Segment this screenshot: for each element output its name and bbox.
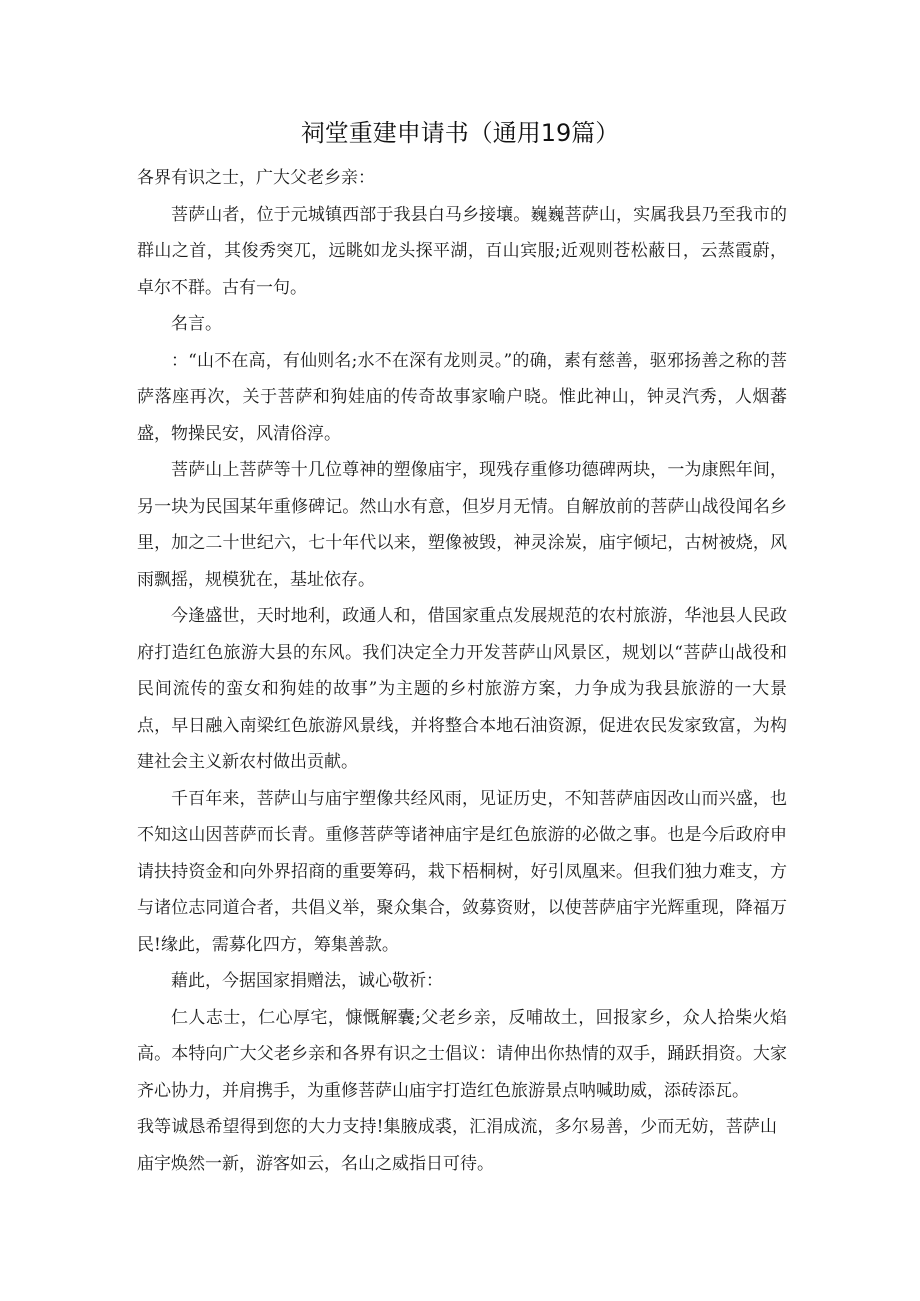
document-body [137, 160, 787, 1182]
paragraph-appeal: 藉此，今据国家捐赠法，诚心敬祈： [171, 971, 443, 991]
paragraph-quote: ：“山不在高，有仙则名;水不在深有龙则灵。”的确，素有慈善，驱邪扬善之称的菩萨落座再次，关于菩萨和狗娃庙的传奇故事家喻户晓。惟此神山，钟灵汽秀，人烟蕃盛，物操民安，风清俗淳。 [137, 350, 787, 444]
document-title: 祠堂重建申请书（通用19篇） [300, 119, 620, 147]
paragraph-call: 仁人志士，仁心厚宅，慷慨解囊;父老乡亲，反哺故土，回报家乡，众人拾柴火焰高。本特向广大父老乡亲和各界有识之士倡议：请伸出你热情的双手，踊跃捐资。大家齐心协力，并肩携手，为重修菩萨山庙宇打造红色旅游景点呐喊助威，添砖添瓦。 [137, 1007, 787, 1101]
paragraph-saying: 名言。 [171, 314, 222, 334]
paragraph-reason: 千百年来，菩萨山与庙宇塑像共经风雨，见证历史，不知菩萨庙因改山而兴盛，也不知这山因菩萨而长青。重修菩萨等诸神庙宇是红色旅游的必做之事。也是今后政府申请扶持资金和向外界招商的重要筹码，栽下梧桐树，好引凤凰来。但我们独力难支，方与诸位志同道合者，共倡义举，聚众集合，敛募资财，以使菩萨庙宇光辉重现，降福万民!缘此，需募化四方，筹集善款。 [137, 788, 787, 955]
paragraph-history: 菩萨山上菩萨等十几位尊神的塑像庙宇，现残存重修功德碑两块，一为康熙年间，另一块为民国某年重修碑记。然山水有意，但岁月无情。自解放前的菩萨山战役闻名乡里，加之二十世纪六，七十年代以来，塑像被毁，神灵涂炭，庙宇倾圮，古树被烧，风雨飘摇，规模犹在，基址依存。 [137, 460, 787, 590]
paragraph-intro: 菩萨山者，位于元城镇西部于我县白马乡接壤。巍巍菩萨山，实属我县乃至我市的群山之首，其俊秀突兀，远眺如龙头探平湖，百山宾服;近观则苍松蔽日，云蒸霞蔚，卓尔不群。古有一句。 [137, 204, 787, 298]
salutation: 各界有识之士，广大父老乡亲： [137, 168, 375, 188]
paragraph-closing: 我等诚恳希望得到您的大力支持!集腋成裘，汇涓成流，多尔易善，少而无妨，菩萨山庙宇焕然一新，游客如云，名山之威指日可待。 [137, 1117, 777, 1174]
paragraph-plan: 今逢盛世，天时地利，政通人和，借国家重点发展规范的农村旅游，华池县人民政府打造红色旅游大县的东风。我们决定全力开发菩萨山风景区，规划以“菩萨山战役和民间流传的蛮女和狗娃的故事”为主题的乡村旅游方案，力争成为我县旅游的一大景点，早日融入南梁红色旅游风景线，并将整合本地石油资源，促进农民发家致富，为构建社会主义新农村做出贡献。 [137, 606, 787, 772]
